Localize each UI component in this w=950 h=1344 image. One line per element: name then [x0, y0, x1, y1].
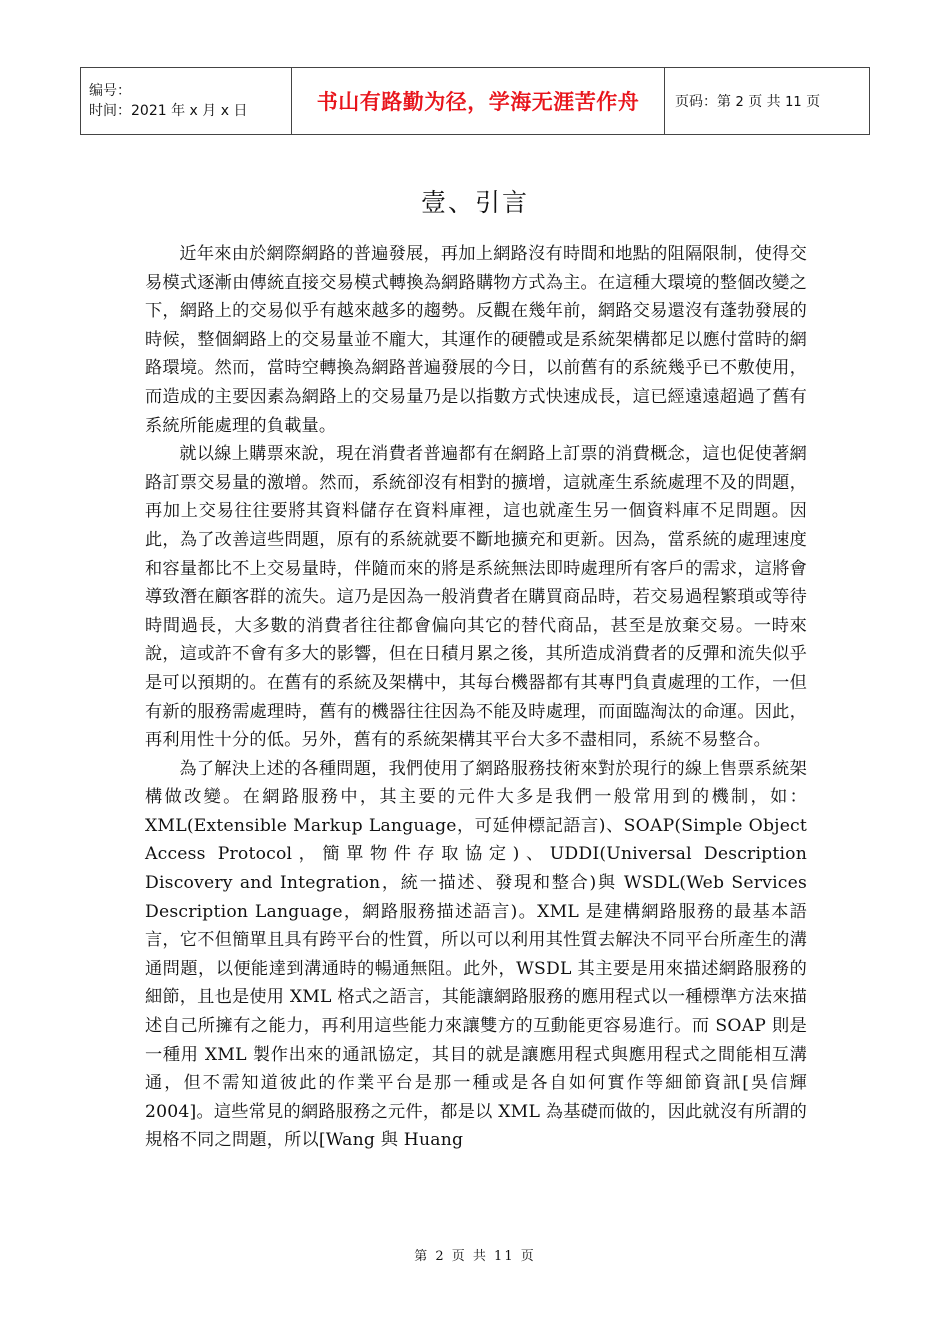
page-mid: 页 共	[748, 94, 781, 110]
page-footer: 第 2 页 共 11 页	[414, 1249, 536, 1264]
page-prefix: 页码：第	[675, 94, 731, 110]
document-number-label: 编号：	[89, 83, 131, 99]
page-header	[80, 67, 870, 135]
document-time-label: 时间：2021 年 x 月 x 日	[89, 103, 248, 119]
document-body	[145, 240, 807, 1155]
section-title: 壹、引言	[420, 188, 529, 217]
header-meta-cell	[81, 68, 292, 135]
page-suffix: 页	[806, 94, 821, 110]
page-total: 11	[785, 95, 802, 110]
header-page-info	[665, 68, 870, 135]
paragraph: 為了解決上述的各種問題，我們使用了網路服務技術來對於現行的線上售票系統架構做改變。在網路服務中，其主要的元件大多是我們一般常用到的機制，如：XML(Extensible Markup Language，可延伸標記語言)、SOAP(Simple Object Access Protocol，簡單物件存取協定)、UDDI(Universal Description Discovery and Integration，統一描述、發現和整合)與 WSDL(Web Services Description Language，網路服務描述語言)。XML 是建構網路服務的最基本語言，它不但簡單且具有跨平台的性質，所以可以利用其性質去解決不同平台所產生的溝通問題，以便能達到溝通時的暢通無阻。此外，WSDL 其主要是用來描述網路服務的細節，且也是使用 XML 格式之語言，其能讓網路服務的應用程式以一種標準方法來描述自己所擁有之能力，再利用這些能力來讓雙方的互動能更容易進行。而 SOAP 則是一種用 XML 製作出來的通訊協定，其目的就是讓應用程式與應用程式之間能相互溝通，但不需知道彼此的作業平台是那一種或是各自如何實作等細節資訊[吳信輝 2004]。這些常見的網路服務之元件，都是以 XML 為基礎而做的，因此就沒有所謂的規格不同之問題，所以[Wang 與 Huang	[145, 758, 807, 1151]
paragraph: 就以線上購票來說，現在消費者普遍都有在網路上訂票的消費概念，這也促使著網路訂票交易量的激增。然而，系統卻沒有相對的擴增，這就產生系統處理不及的問題，再加上交易往往要將其資料儲存在資料庫裡，這也就產生另一個資料庫不足問題。因此，為了改善這些問題，原有的系統就要不斷地擴充和更新。因為，當系統的處理速度和容量都比不上交易量時，伴隨而來的將是系統無法即時處理所有客戶的需求，這將會導致潛在顧客群的流失。這乃是因為一般消費者在購買商品時，若交易過程繁瑣或等待時間過長，大多數的消費者往往都會偏向其它的替代商品，甚至是放棄交易。一時來說，這或許不會有多大的影響，但在日積月累之後，其所造成消費者的反彈和流失似乎是可以預期的。在舊有的系統及架構中，其每台機器都有其專門負責處理的工作，一但有新的服務需處理時，舊有的機器往往因為不能及時處理，而面臨淘汰的命運。因此，再利用性十分的低。另外，舊有的系統架構其平台大多不盡相同，系統不易整合。	[145, 444, 807, 751]
header-motto: 书山有路勤为径，学海无涯苦作舟	[292, 68, 665, 135]
paragraph: 近年來由於網際網路的普遍發展，再加上網路沒有時間和地點的阻隔限制，使得交易模式逐漸由傳統直接交易模式轉換為網路購物方式為主。在這種大環境的整個改變之下，網路上的交易似乎有越來越多的趨勢。反觀在幾年前，網路交易還沒有蓬勃發展的時候，整個網路上的交易量並不龐大，其運作的硬體或是系統架構都足以應付當時的網路環境。然而，當時空轉換為網路普遍發展的今日，以前舊有的系統幾乎已不敷使用，而造成的主要因素為網路上的交易量乃是以指數方式快速成長，這已經遠遠超過了舊有系統所能處理的負載量。	[145, 244, 807, 436]
page-current: 2	[735, 95, 744, 110]
